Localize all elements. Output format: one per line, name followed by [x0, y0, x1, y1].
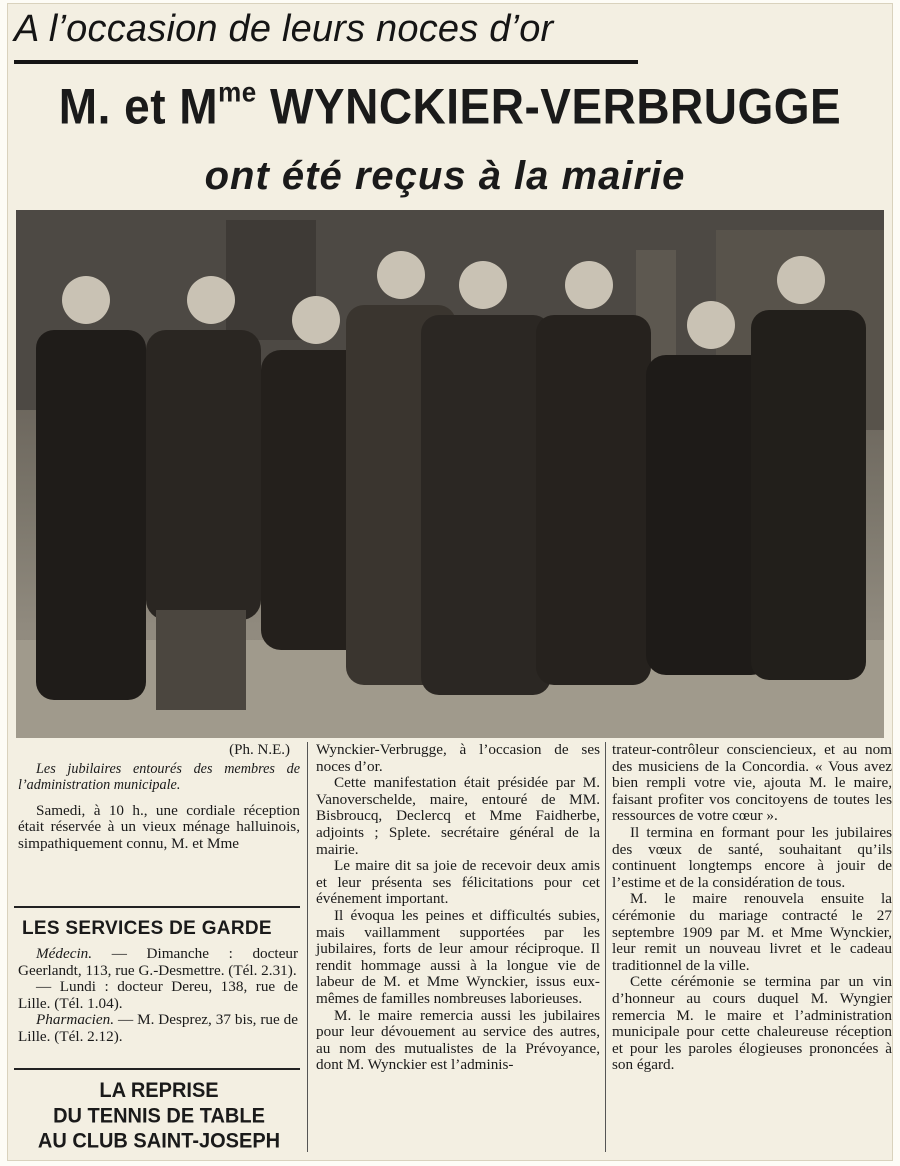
medecin-text: — Dimanche : docteur Geerlandt, 113, rue G.-Desmettre. (Tél. 2.31). [18, 945, 298, 979]
article-paragraph-3d: Cette cérémonie se termina par un vin d’honneur au cours duquel M. Wyngier remercia M. le maire et l’administration municipale pour cette chaleureuse réception et pour les paroles élogieuses prononcées à son égard. [612, 973, 892, 1074]
column-divider [605, 742, 606, 1152]
headline-superscript: me [218, 75, 257, 109]
column-3 [612, 742, 892, 1074]
reprise-line-3: AU CLUB SAINT-JOSEPH [37, 1129, 281, 1153]
article-paragraph-2a: Wynckier-Verbrugge, à l’occasion de ses noces d’or. [316, 741, 600, 775]
article-paragraph-2e: M. le maire remercia aussi les jubilaires pour leur dévouement au service des autres, au nom des mutualistes de la Prévoyance, dont M. Wynckier est l’adminis- [316, 1006, 600, 1074]
article-headline [0, 76, 900, 135]
reprise-line-2: DU TENNIS DE TABLE [53, 1104, 265, 1128]
pharmacien-text: — M. Desprez, 37 bis, rue de Lille. (Tél. 2.12). [18, 1011, 298, 1045]
pharmacien-label: Pharmacien. [36, 1011, 115, 1029]
services-title: LES SERVICES DE GARDE [22, 918, 272, 939]
article-paragraph-3a: trateur-contrôleur consciencieux, et au nom des musiciens de la Concordia. « Vous avez bien rempli votre vie, ajouta M. le maire, faisant profiter vos concitoyens de toutes les ressources de votre cœur ». [612, 741, 892, 825]
article-paragraph-2b: Cette manifestation était présidée par M. Vanoverschelde, maire, entouré de MM. Bisbroucq, Declercq et Mme Faidherbe, adjoints ; Splete. secrétaire général de la mairie. [316, 774, 600, 858]
article-subhead: ont été reçus à la mairie [204, 154, 686, 198]
photo-credit: (Ph. N.E.) [229, 742, 290, 758]
reprise-line-1: LA REPRISE [99, 1079, 219, 1103]
column-divider [307, 742, 308, 1152]
section-divider [14, 1068, 300, 1070]
group-photo [16, 210, 884, 738]
medecin-label: Médecin. [36, 945, 93, 962]
photo-caption: Les jubilaires entourés des membres de l’administration municipale. [18, 760, 300, 793]
headline-names: WYNCKIER-VERBRUGGE [256, 77, 842, 135]
kicker-underline [14, 60, 638, 64]
section-divider [14, 906, 300, 908]
article-paragraph-1: Samedi, à 10 h., une cordiale réception était réservée à un vieux ménage halluinois, simpathiquement connu, M. et Mme [18, 801, 300, 852]
services-pharmacien [18, 1012, 298, 1045]
reprise-headline [18, 1078, 300, 1154]
column-1 [18, 742, 300, 852]
article-paragraph-3c: M. le maire renouvela ensuite la cérémonie du mariage contracté le 27 septembre 1909 par M. et Mme Wynckier, leur remit un nouveau livret et le cadeau traditionnel de la ville. [612, 890, 892, 974]
services-medecin [18, 946, 298, 979]
article-paragraph-3b: Il termina en formant pour les jubilaires des vœux de santé, souhaitant qu’ils continuent longtemps encore à jouir de l’estime et de la considération de tous. [612, 823, 892, 891]
headline-prefix: M. et M [58, 77, 219, 135]
services-lundi: — Lundi : docteur Dereu, 138, rue de Lille. (Tél. 1.04). [18, 978, 298, 1012]
services-list [18, 946, 298, 1046]
article-paragraph-2d: Il évoqua les peines et difficultés subies, mais vaillamment supportées par les jubilaires, forts de leur amour réciproque. Il rendit hommage aussi à la longue vie de labeur de M. et Mme Wynckier, issus eux-mêmes de familles nombreuses laborieuses. [316, 906, 600, 1007]
article-kicker: A l’occasion de leurs noces d’or [14, 8, 554, 50]
article-paragraph-2c: Le maire dit sa joie de recevoir deux amis et leur présenta ses félicitations pour cet événement important. [316, 857, 600, 908]
group-photo-illustration [16, 210, 884, 738]
column-2 [316, 742, 600, 1074]
